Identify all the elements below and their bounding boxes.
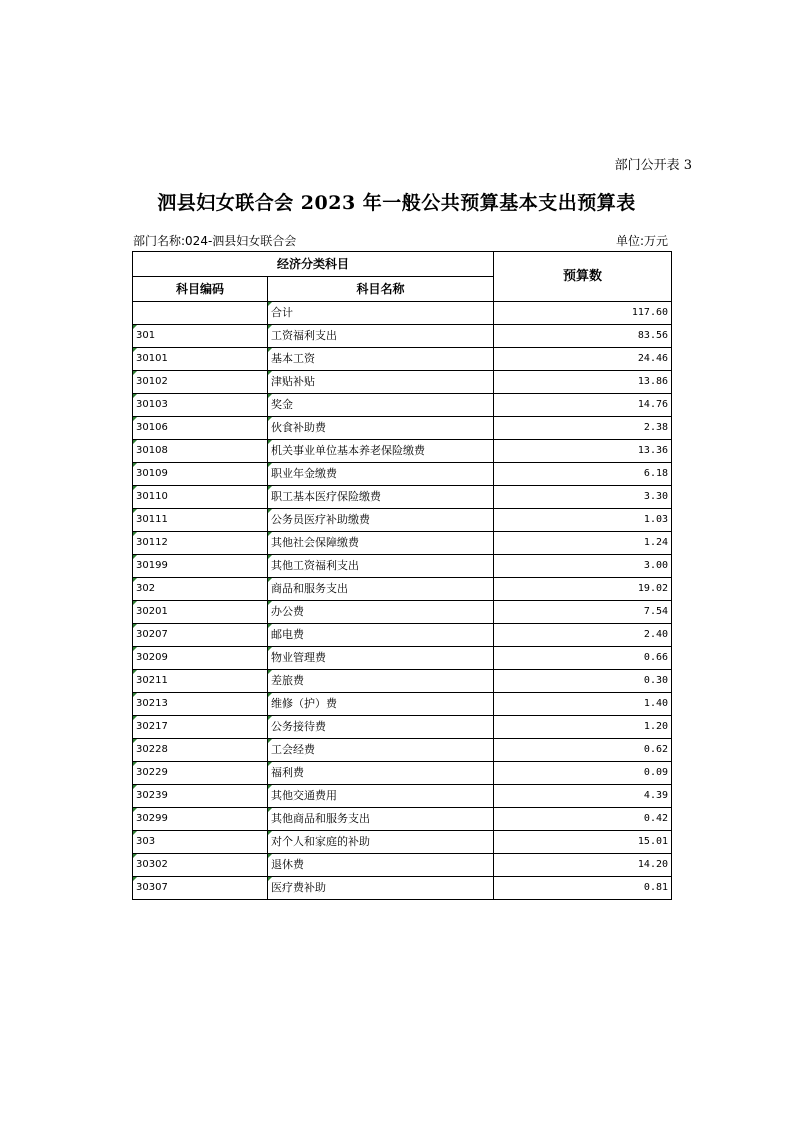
row-amount: 3.00 (494, 555, 672, 578)
row-name (268, 739, 494, 762)
row-amount: 13.86 (494, 371, 672, 394)
table-row (133, 532, 672, 555)
row-name (268, 509, 494, 532)
row-code-text: 302 (136, 583, 156, 594)
table-row (133, 463, 672, 486)
cell-marker-icon (268, 325, 272, 329)
row-code-text: 30228 (136, 744, 168, 755)
row-code-text: 30109 (136, 468, 168, 479)
cell-marker-icon (268, 532, 272, 536)
row-name-text: 工会经费 (271, 743, 315, 756)
row-code (133, 302, 268, 325)
cell-marker-icon (268, 302, 272, 306)
row-code (133, 440, 268, 463)
row-name-text: 商品和服务支出 (271, 582, 348, 595)
row-code-text: 30199 (136, 560, 168, 571)
row-amount: 7.54 (494, 601, 672, 624)
row-name-text: 合计 (271, 306, 293, 319)
cell-marker-icon (133, 854, 137, 858)
cell-marker-icon (133, 647, 137, 651)
table-row (133, 877, 672, 900)
cell-marker-icon (268, 877, 272, 881)
row-name-text: 公务员医疗补助缴费 (271, 513, 370, 526)
row-code-text: 30106 (136, 422, 168, 433)
row-code (133, 417, 268, 440)
row-code (133, 831, 268, 854)
row-code (133, 854, 268, 877)
table-row (133, 601, 672, 624)
row-name (268, 624, 494, 647)
cell-marker-icon (133, 486, 137, 490)
row-code (133, 509, 268, 532)
row-name-text: 基本工资 (271, 352, 315, 365)
row-code (133, 877, 268, 900)
row-name-text: 物业管理费 (271, 651, 326, 664)
header-amount: 预算数 (494, 252, 672, 302)
row-code-text: 30213 (136, 698, 168, 709)
cell-marker-icon (268, 624, 272, 628)
row-amount: 1.40 (494, 693, 672, 716)
table-row (133, 440, 672, 463)
table-row (133, 509, 672, 532)
row-amount: 24.46 (494, 348, 672, 371)
row-name (268, 486, 494, 509)
cell-marker-icon (268, 578, 272, 582)
row-name (268, 555, 494, 578)
row-name (268, 532, 494, 555)
table-row (133, 716, 672, 739)
row-code-text: 30111 (136, 514, 168, 525)
row-name-text: 其他商品和服务支出 (271, 812, 370, 825)
row-code-text: 30217 (136, 721, 168, 732)
row-name-text: 奖金 (271, 398, 293, 411)
row-name (268, 854, 494, 877)
row-code (133, 785, 268, 808)
cell-marker-icon (268, 486, 272, 490)
cell-marker-icon (133, 624, 137, 628)
row-name-text: 邮电费 (271, 628, 304, 641)
cell-marker-icon (268, 739, 272, 743)
row-code (133, 670, 268, 693)
table-row (133, 693, 672, 716)
row-amount: 1.20 (494, 716, 672, 739)
row-name (268, 371, 494, 394)
row-name (268, 831, 494, 854)
row-amount: 2.38 (494, 417, 672, 440)
row-name-text: 差旅费 (271, 674, 304, 687)
row-code (133, 624, 268, 647)
cell-marker-icon (133, 394, 137, 398)
row-name (268, 417, 494, 440)
row-name (268, 808, 494, 831)
row-name (268, 578, 494, 601)
row-code-text: 30211 (136, 675, 168, 686)
row-name (268, 394, 494, 417)
row-name-text: 机关事业单位基本养老保险缴费 (271, 444, 425, 457)
row-code (133, 486, 268, 509)
row-amount: 3.30 (494, 486, 672, 509)
cell-marker-icon (268, 785, 272, 789)
cell-marker-icon (268, 601, 272, 605)
table-row (133, 739, 672, 762)
row-name-text: 对个人和家庭的补助 (271, 835, 370, 848)
cell-marker-icon (133, 831, 137, 835)
row-code-text: 30209 (136, 652, 168, 663)
row-name (268, 670, 494, 693)
row-amount: 1.03 (494, 509, 672, 532)
row-name-text: 其他工资福利支出 (271, 559, 359, 572)
row-name-text: 维修（护）费 (271, 697, 337, 710)
row-code (133, 325, 268, 348)
row-code-text: 30299 (136, 813, 168, 824)
cell-marker-icon (268, 670, 272, 674)
cell-marker-icon (133, 693, 137, 697)
row-amount: 19.02 (494, 578, 672, 601)
unit-label: 单位:万元 (615, 234, 668, 248)
row-code (133, 394, 268, 417)
table-row (133, 647, 672, 670)
cell-marker-icon (268, 693, 272, 697)
row-amount: 0.30 (494, 670, 672, 693)
row-code-text: 303 (136, 836, 156, 847)
table-row (133, 325, 672, 348)
table-row (133, 670, 672, 693)
cell-marker-icon (268, 808, 272, 812)
row-name-text: 伙食补助费 (271, 421, 326, 434)
table-row (133, 417, 672, 440)
row-amount: 0.09 (494, 762, 672, 785)
row-name-text: 医疗费补助 (271, 881, 326, 894)
table-row (133, 302, 672, 325)
row-amount: 83.56 (494, 325, 672, 348)
row-code-text: 30101 (136, 353, 168, 364)
cell-marker-icon (133, 348, 137, 352)
cell-marker-icon (133, 463, 137, 467)
table-row (133, 486, 672, 509)
row-name (268, 440, 494, 463)
row-code-text: 30229 (136, 767, 168, 778)
header-name: 科目名称 (268, 277, 494, 302)
cell-marker-icon (133, 555, 137, 559)
header-category: 经济分类科目 (133, 252, 494, 277)
row-name (268, 325, 494, 348)
cell-marker-icon (133, 762, 137, 766)
row-amount: 117.60 (494, 302, 672, 325)
cell-marker-icon (133, 670, 137, 674)
row-name (268, 601, 494, 624)
row-name-text: 津贴补贴 (271, 375, 315, 388)
row-code (133, 762, 268, 785)
row-name-text: 公务接待费 (271, 720, 326, 733)
table-row (133, 578, 672, 601)
cell-marker-icon (268, 716, 272, 720)
row-name (268, 716, 494, 739)
cell-marker-icon (133, 417, 137, 421)
cell-marker-icon (133, 716, 137, 720)
row-code (133, 555, 268, 578)
department-name: 部门名称:024-泗县妇女联合会 (133, 234, 297, 248)
row-name (268, 785, 494, 808)
row-amount: 4.39 (494, 785, 672, 808)
cell-marker-icon (268, 371, 272, 375)
row-name (268, 877, 494, 900)
table-row (133, 762, 672, 785)
cell-marker-icon (133, 785, 137, 789)
row-name-text: 退休费 (271, 858, 304, 871)
table-row (133, 555, 672, 578)
row-name-text: 福利费 (271, 766, 304, 779)
row-code (133, 601, 268, 624)
cell-marker-icon (268, 417, 272, 421)
page-title: 泗县妇女联合会 2023 年一般公共预算基本支出预算表 (157, 192, 636, 214)
row-amount: 0.81 (494, 877, 672, 900)
row-name-text: 职业年金缴费 (271, 467, 337, 480)
row-name (268, 463, 494, 486)
table-row (133, 348, 672, 371)
cell-marker-icon (268, 440, 272, 444)
row-code (133, 578, 268, 601)
row-code-text: 30302 (136, 859, 168, 870)
row-name (268, 348, 494, 371)
row-amount: 1.24 (494, 532, 672, 555)
table-row (133, 371, 672, 394)
row-amount: 14.76 (494, 394, 672, 417)
row-code (133, 371, 268, 394)
row-code-text: 30110 (136, 491, 168, 502)
row-amount: 6.18 (494, 463, 672, 486)
row-code-text: 30239 (136, 790, 168, 801)
row-code (133, 463, 268, 486)
row-name-text: 职工基本医疗保险缴费 (271, 490, 381, 503)
cell-marker-icon (133, 371, 137, 375)
budget-table (132, 251, 672, 900)
cell-marker-icon (268, 394, 272, 398)
row-code (133, 808, 268, 831)
row-code (133, 348, 268, 371)
cell-marker-icon (268, 555, 272, 559)
row-name (268, 693, 494, 716)
row-code-text: 30112 (136, 537, 168, 548)
cell-marker-icon (133, 808, 137, 812)
row-code-text: 30201 (136, 606, 168, 617)
cell-marker-icon (268, 348, 272, 352)
cell-marker-icon (268, 647, 272, 651)
row-code-text: 30307 (136, 882, 168, 893)
row-code-text: 30102 (136, 376, 168, 387)
row-name-text: 其他社会保障缴费 (271, 536, 359, 549)
cell-marker-icon (133, 601, 137, 605)
row-name (268, 647, 494, 670)
row-code (133, 647, 268, 670)
row-code (133, 739, 268, 762)
table-row (133, 624, 672, 647)
cell-marker-icon (268, 509, 272, 513)
page-tag: 部门公开表 3 (614, 158, 692, 173)
cell-marker-icon (268, 463, 272, 467)
row-amount: 14.20 (494, 854, 672, 877)
row-name-text: 其他交通费用 (271, 789, 337, 802)
cell-marker-icon (133, 877, 137, 881)
cell-marker-icon (133, 532, 137, 536)
cell-marker-icon (268, 762, 272, 766)
cell-marker-icon (133, 509, 137, 513)
table-row (133, 394, 672, 417)
row-code-text: 30103 (136, 399, 168, 410)
cell-marker-icon (133, 325, 137, 329)
row-name-text: 办公费 (271, 605, 304, 618)
cell-marker-icon (268, 831, 272, 835)
row-name (268, 302, 494, 325)
row-code-text: 30207 (136, 629, 168, 640)
row-code-text: 301 (136, 330, 156, 341)
table-row (133, 854, 672, 877)
row-amount: 0.42 (494, 808, 672, 831)
row-name (268, 762, 494, 785)
table-row (133, 808, 672, 831)
row-code (133, 693, 268, 716)
table-body (133, 302, 672, 900)
row-name-text: 工资福利支出 (271, 329, 337, 342)
row-amount: 2.40 (494, 624, 672, 647)
header-code: 科目编码 (133, 277, 268, 302)
cell-marker-icon (133, 440, 137, 444)
row-code (133, 532, 268, 555)
cell-marker-icon (133, 739, 137, 743)
row-code (133, 716, 268, 739)
cell-marker-icon (268, 854, 272, 858)
row-amount: 13.36 (494, 440, 672, 463)
row-code-text: 30108 (136, 445, 168, 456)
row-amount: 15.01 (494, 831, 672, 854)
row-amount: 0.62 (494, 739, 672, 762)
table-row (133, 831, 672, 854)
cell-marker-icon (133, 578, 137, 582)
row-amount: 0.66 (494, 647, 672, 670)
table-row (133, 785, 672, 808)
